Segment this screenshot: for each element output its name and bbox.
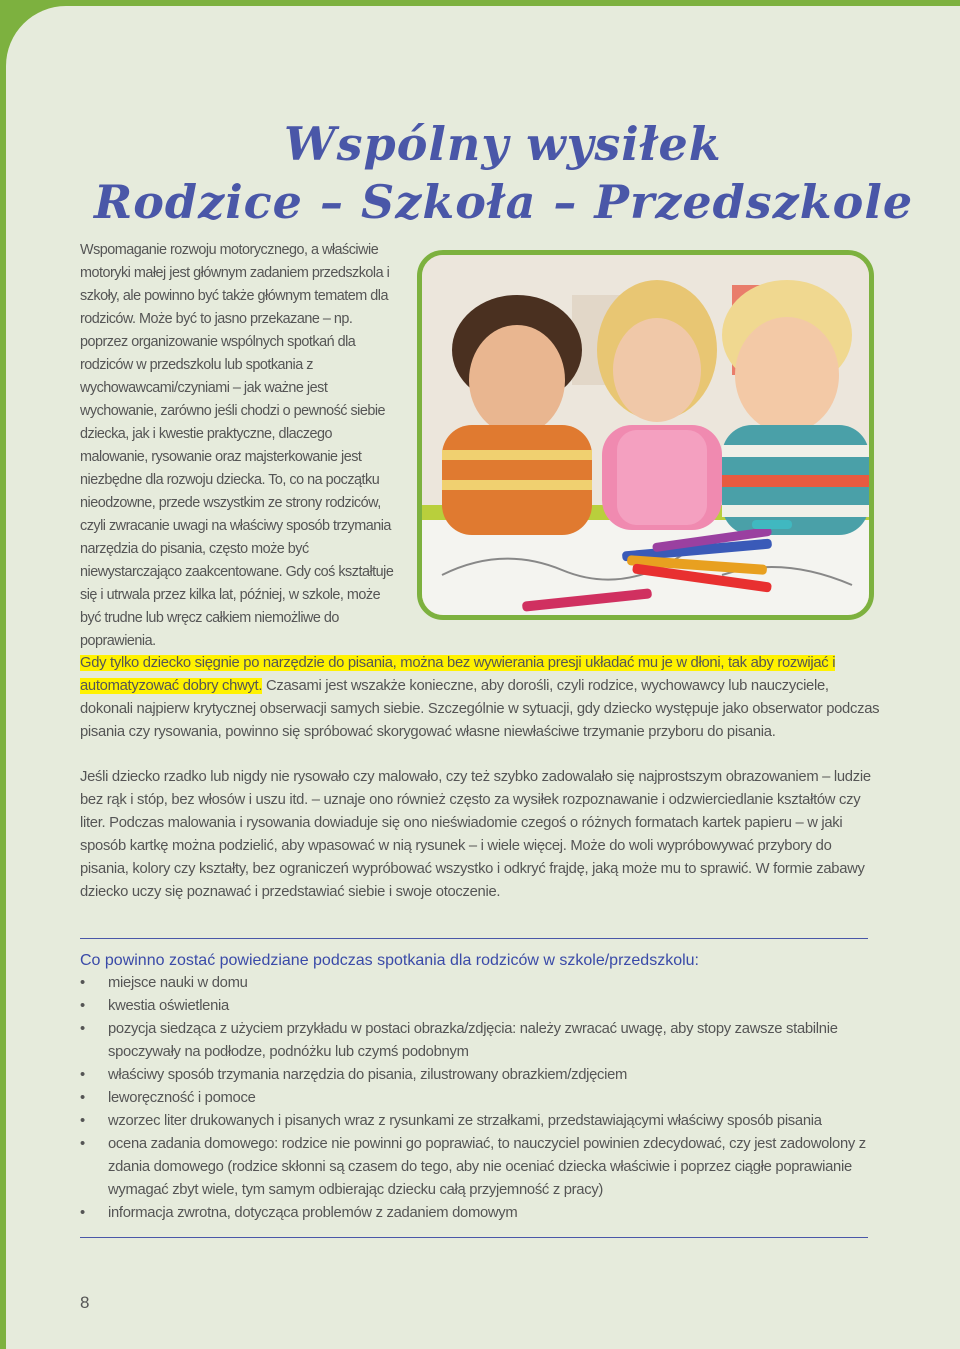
page-number: 8: [80, 1293, 90, 1312]
bullet-icon: •: [80, 1021, 85, 1037]
bullet-icon: •: [80, 1136, 85, 1152]
bullet-icon: •: [80, 1113, 85, 1129]
list-heading: Co powinno zostać powiedziane podczas spotkania dla rodziców w szkole/przedszkolu:: [80, 952, 699, 969]
bottom-divider: [80, 1237, 868, 1238]
paragraph-1: [80, 652, 880, 744]
top-divider: [80, 938, 868, 939]
list-item: • ocena zadania domowego: rodzice nie powinni go poprawiać, to nauczyciel powinien zdecydować, czy jest zadowolony z zdania domowego (rodzice skłonni są czasem do tego, aby nie oceniać dziecka właściwie i poprzez ciągłe poprawianie wymagać zbyt wiele, tym samym odbierając dziecku całą przyjemność z pracy): [80, 1133, 880, 1202]
paragraph-1-rest: Czasami jest wszakże konieczne, aby dorośli, czyli rodzice, wychowawcy lub nauczyciele, dokonali najpierw krytycznej obserwacji samych siebie. Szczególnie w sytuacji, gdy dziecko występuje jako obserwator podczas pisania czy rysowania, powinno się spróbować skorygować własne niewłaściwe trzymanie przyboru do pisania.: [80, 678, 880, 740]
list-item: • pozycja siedząca z użyciem przykładu w postaci obrazka/zdjęcia: należy zwracać uwagę, aby stopy zawsze stabilnie spoczywały na podłodze, podnóżku lub czymś podobnym: [80, 1018, 880, 1064]
bullet-icon: •: [80, 1205, 85, 1221]
list-item: • wzorzec liter drukowanych i pisanych wraz z rysunkami ze strzałkami, przedstawiającymi właściwy sposób pisania: [80, 1110, 880, 1133]
bullet-icon: •: [80, 1067, 85, 1083]
bullet-icon: •: [80, 998, 85, 1014]
photo-illustration: [422, 255, 869, 615]
highlighted-text: Gdy tylko dziecko sięgnie po narzędzie do pisania, można bez wywierania presji układać mu je w dłoni, tak aby rozwijać i automatyzować dobry chwyt.: [80, 655, 836, 694]
title-line-2: Rodzice – Szkoła – Przedszkole: [94, 174, 914, 229]
title-line-1: Wspólny wysiłek: [284, 116, 722, 171]
page-title: [94, 115, 914, 231]
list-item: • kwestia oświetlenia: [80, 995, 880, 1018]
bullet-icon: •: [80, 975, 85, 991]
list-item: • informacja zwrotna, dotycząca problemów z zadaniem domowym: [80, 1202, 880, 1225]
list-item: • miejsce nauki w domu: [80, 972, 880, 995]
list-item: • leworęczność i pomoce: [80, 1087, 880, 1110]
list-item: • właściwy sposób trzymania narzędzia do pisania, zilustrowany obrazkiem/zdjęciem: [80, 1064, 880, 1087]
bullet-icon: •: [80, 1090, 85, 1106]
children-drawing-photo: [417, 250, 874, 620]
intro-text: Wspomaganie rozwoju motorycznego, a właściwie motoryki małej jest głównym zadaniem przedszkola i szkoły, ale powinno być także głównym tematem dla rodziców. Może być to jasno przekazane – np. poprzez organizowanie wspólnych spotkań dla rodziców w przedszkolu lub spotkania z wychowawcami/czyniami – jak ważne jest wychowanie, zarówno jeśli chodzi o pewność siebie dziecka, jak i kwestie praktyczne, dlaczego malowanie, rysowanie oraz majsterkowanie jest niezbędne dla rozwoju dziecka. To, co na początku nieodzowne, przede wszystkim ze strony rodziców, czyli zwracanie uwagi na właściwy sposób trzymania narzędzia do pisania, często może być niewystarczająco zaakcentowane. Gdy coś kształtuje się i utrwala przez kilka lat, później, w szkole, może być trudne lub wręcz całkiem niemożliwe do poprawienia.: [80, 242, 394, 649]
paragraph-2: Jeśli dziecko rzadko lub nigdy nie rysowało czy malowało, czy też szybko zadowalało się najprostszym obrazowaniem – ludzie bez rąk i stóp, bez włosów i uszu itd. – uznaje ono również często za wysiłek rozpoznawanie i odzwierciedlanie kształtów czy liter. Podczas malowania i rysowania dowiaduje się ono nieświadomie czegoś o różnych formatach kartek papieru – w jaki sposób kartkę można podzielić, aby wpasować w nią rysunek – i wiele więcej. Może do woli wypróbowywać przybory do pisania, kolory czy kształty, bez ograniczeń wypróbować wszystko i odkryć frajdę, jaką może mu to sprawić. W formie zabawy dziecko uczy się poznawać i przedstawiać siebie i swoje otoczenie.: [80, 769, 871, 900]
topics-list: [80, 972, 880, 1225]
